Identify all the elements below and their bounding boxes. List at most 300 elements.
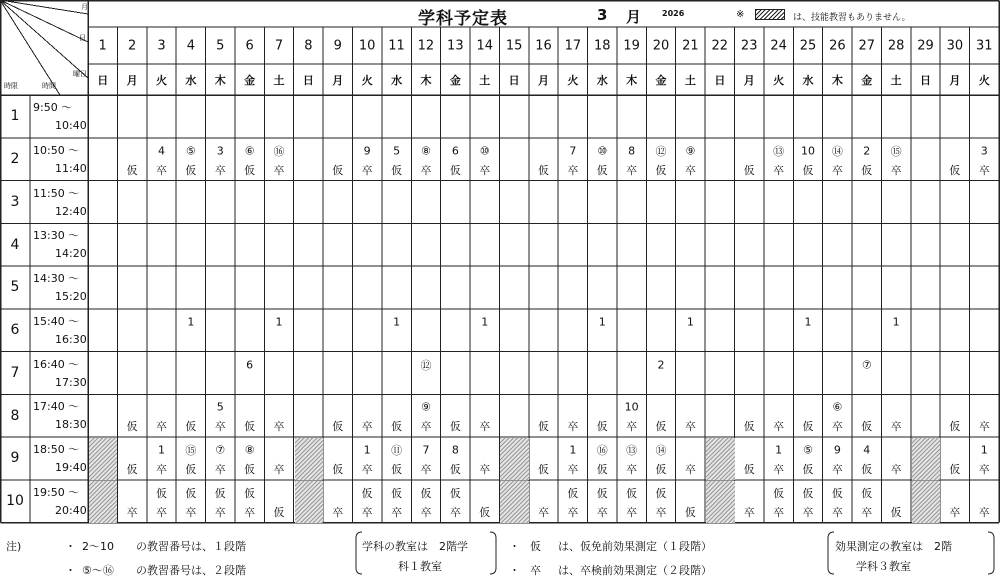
lesson-test-mark: 卒 (567, 463, 579, 476)
day-number: 15 (505, 38, 523, 53)
day-number: 4 (186, 38, 195, 53)
weekday-label: 土 (273, 73, 285, 87)
lesson-number: 1 (980, 443, 988, 457)
no-lesson-shade (500, 438, 528, 480)
lesson-test-mark: 仮 (538, 163, 549, 177)
period-end-time: 19:40 (55, 461, 87, 474)
period-start-time: 18:50 ～ (33, 443, 80, 456)
corner-weekday-label: 曜日 (73, 70, 87, 78)
weekday-label: 月 (126, 73, 138, 87)
day-number: 11 (388, 38, 405, 53)
lesson-test-mark: 卒 (273, 163, 285, 177)
lesson-number: ⑧ (421, 144, 431, 158)
lesson-test-mark: 卒 (655, 505, 667, 519)
lesson-number: ⑭ (655, 444, 667, 457)
lesson-test-mark: 卒 (684, 463, 696, 476)
no-lesson-shade (912, 438, 940, 480)
day-number: 22 (711, 38, 729, 53)
lesson-test-mark: 仮 (244, 420, 256, 434)
day-number: 5 (216, 38, 225, 53)
period-start-time: 14:30 ～ (33, 272, 80, 285)
day-number: 30 (946, 38, 964, 53)
legend1-text: は、仮免前効果測定（１段階） (558, 540, 712, 553)
lesson-test-mark: 仮 (802, 420, 814, 434)
lesson-test-mark: 卒 (684, 420, 696, 434)
lesson-number: ⑩ (479, 144, 490, 158)
lesson-test-mark: 卒 (332, 505, 344, 519)
lesson-number: 8 (451, 443, 459, 457)
lesson-number: 9 (363, 144, 371, 158)
lesson-test-mark: 仮 (890, 505, 902, 519)
weekday-label: 水 (185, 73, 197, 87)
weekday-label: 土 (890, 73, 902, 87)
lesson-number: 10 (800, 144, 815, 158)
lesson-test-mark: 卒 (596, 505, 608, 519)
weekday-label: 月 (332, 73, 344, 87)
weekday-label: 日 (920, 73, 932, 87)
lesson-test-mark: 仮 (449, 463, 461, 476)
lesson-test-mark: 卒 (420, 163, 432, 177)
lesson-test-mark: 仮 (538, 420, 549, 434)
lesson-test-mark: 卒 (626, 163, 638, 177)
lesson-test-mark: 卒 (861, 505, 873, 519)
weekday-label: 月 (949, 73, 961, 87)
weekday-label: 火 (361, 73, 373, 87)
lesson-number: 仮 (449, 486, 461, 500)
legend-mark: ※ (736, 9, 745, 20)
weekday-label: 火 (773, 73, 785, 87)
lesson-test-mark: 仮 (391, 163, 403, 177)
period-number: 1 (10, 108, 20, 125)
period-start-time: 11:50 ～ (33, 186, 80, 200)
lesson-test-mark: 仮 (126, 463, 138, 476)
lesson-number: 1 (804, 315, 812, 329)
lesson-test-mark: 卒 (890, 420, 902, 434)
footer-brackets (0, 526, 1000, 580)
day-number: 17 (564, 38, 582, 53)
lesson-test-mark: 卒 (538, 505, 549, 519)
day-number: 2 (127, 38, 137, 53)
corner-month-label: 月 (81, 3, 88, 11)
lesson-test-mark: 卒 (479, 420, 491, 434)
note-label: 注) (6, 540, 22, 553)
legend2-symbol: 卒 (530, 564, 541, 577)
lesson-number: 5 (393, 144, 401, 158)
lesson-test-mark: 卒 (185, 505, 197, 519)
weekday-label: 木 (214, 73, 226, 87)
day-number: 27 (858, 38, 876, 53)
lesson-number: ⑫ (655, 144, 667, 158)
weekday-label: 水 (802, 73, 814, 87)
lesson-number: 9 (833, 443, 841, 457)
period-start-time: 19:50 ～ (33, 485, 80, 499)
lesson-test-mark: 卒 (391, 505, 403, 519)
day-number: 29 (917, 38, 934, 53)
lesson-test-mark: 仮 (802, 463, 814, 476)
lesson-number: 4 (863, 443, 871, 457)
lesson-test-mark: 卒 (626, 420, 638, 434)
period-number: 9 (10, 450, 20, 467)
lesson-test-mark: 仮 (391, 463, 403, 476)
lesson-test-mark: 卒 (773, 420, 785, 434)
weekday-label: 水 (596, 73, 608, 87)
lesson-test-mark: 仮 (596, 163, 608, 177)
legend1-symbol: 仮 (530, 540, 541, 553)
weekday-label: 木 (831, 73, 843, 87)
lesson-test-mark: 仮 (949, 463, 961, 476)
lesson-test-mark: 卒 (214, 163, 226, 177)
no-lesson-shade (89, 481, 117, 523)
lesson-number: 2 (657, 358, 665, 371)
month-number: 3 (597, 6, 608, 24)
lesson-number: ⑮ (890, 144, 902, 158)
weekday-label: 土 (684, 73, 696, 87)
lesson-number: ⑮ (185, 444, 197, 457)
lesson-number: ⑬ (773, 144, 785, 158)
lesson-number: 仮 (420, 486, 432, 500)
lesson-test-mark: 卒 (773, 463, 785, 476)
day-number: 6 (245, 38, 254, 53)
lesson-test-mark: 卒 (214, 420, 226, 434)
lesson-number: 仮 (214, 486, 226, 500)
lesson-test-mark: 卒 (949, 505, 961, 519)
period-start-time: 9:50 ～ (33, 101, 73, 114)
weekday-label: 日 (508, 73, 520, 87)
day-number: 13 (447, 38, 464, 53)
day-number: 19 (623, 38, 640, 53)
lesson-test-mark: 卒 (831, 463, 843, 476)
lesson-test-mark: 卒 (244, 505, 256, 519)
lesson-test-mark: 卒 (361, 505, 373, 519)
lesson-test-mark: 仮 (185, 420, 197, 434)
weekday-label: 木 (420, 73, 432, 87)
lesson-test-mark: 仮 (655, 463, 667, 476)
period-number: 10 (6, 493, 24, 510)
period-end-time: 20:40 (55, 503, 87, 517)
lesson-test-mark: 卒 (567, 420, 579, 434)
lesson-test-mark: 仮 (743, 163, 755, 177)
lesson-test-mark: 仮 (596, 463, 608, 476)
lesson-test-mark: 仮 (538, 463, 549, 476)
lesson-test-mark: 仮 (332, 463, 344, 476)
lesson-test-mark: 卒 (890, 463, 902, 476)
day-number: 31 (976, 38, 993, 53)
lesson-test-mark: 卒 (155, 420, 167, 434)
lesson-test-mark: 卒 (802, 505, 814, 519)
lesson-number: 2 (863, 144, 871, 158)
weekday-label: 土 (479, 73, 491, 87)
no-lesson-shade (706, 438, 734, 480)
day-number: 7 (274, 38, 284, 53)
room1-line2: 科１教室 (398, 560, 442, 573)
lesson-test-mark: 卒 (978, 163, 990, 177)
lesson-number: ⑧ (244, 443, 255, 457)
lesson-test-mark: 卒 (626, 463, 638, 476)
period-number: 3 (10, 193, 20, 210)
lesson-test-mark: 仮 (391, 420, 403, 434)
period-number: 8 (10, 407, 20, 424)
lesson-test-mark: 仮 (743, 420, 755, 434)
weekday-label: 金 (655, 73, 667, 87)
weekday-label: 日 (714, 73, 726, 87)
day-number: 16 (535, 38, 552, 53)
lesson-test-mark: 仮 (655, 163, 667, 177)
weekday-label: 木 (626, 73, 638, 87)
lesson-number: ⑪ (391, 444, 403, 457)
lesson-test-mark: 卒 (420, 463, 432, 476)
lesson-test-mark: 卒 (155, 463, 167, 476)
lesson-number: ⑤ (803, 443, 813, 457)
day-number: 20 (652, 38, 670, 53)
lesson-test-mark: 仮 (861, 463, 873, 476)
lesson-number: ⑬ (626, 444, 638, 457)
period-number: 5 (10, 279, 20, 296)
lesson-number: ⑦ (861, 358, 872, 371)
weekday-label: 金 (244, 73, 256, 87)
lesson-number: 仮 (567, 486, 579, 500)
day-number: 10 (358, 38, 376, 53)
lesson-test-mark: 卒 (978, 420, 990, 434)
legend-text: は、技能教習もありません。 (793, 13, 911, 23)
period-end-time: 10:40 (55, 119, 87, 132)
lesson-test-mark: 仮 (332, 420, 344, 434)
lesson-test-mark: 仮 (743, 463, 755, 476)
lesson-number: ⑭ (831, 144, 843, 158)
note2-bullet: ・ (65, 564, 76, 577)
lesson-test-mark: 仮 (126, 420, 138, 434)
lesson-number: 1 (569, 443, 577, 457)
lesson-test-mark: 仮 (684, 505, 696, 519)
lesson-test-mark: 卒 (361, 420, 373, 434)
lesson-test-mark: 卒 (214, 505, 226, 519)
note2-range: ⑤～⑯ (82, 564, 114, 577)
lesson-number: 仮 (155, 486, 167, 500)
lesson-test-mark: 卒 (479, 163, 491, 177)
day-number: 9 (333, 38, 342, 53)
lesson-number: 1 (686, 315, 694, 329)
lesson-test-mark: 卒 (684, 163, 696, 177)
weekday-label: 火 (155, 73, 167, 87)
legend1-bullet: ・ (509, 540, 520, 553)
no-lesson-shade (912, 481, 940, 523)
lesson-test-mark: 仮 (185, 163, 197, 177)
corner-day-label: 日 (79, 34, 86, 42)
period-start-time: 16:40 ～ (33, 357, 80, 371)
month-label: 月 (626, 8, 642, 26)
no-lesson-shade (295, 438, 323, 480)
lesson-number: 仮 (626, 486, 638, 500)
weekday-label: 水 (391, 73, 403, 87)
lesson-test-mark: 仮 (949, 420, 961, 434)
corner-period-label: 時限 (4, 82, 18, 90)
lesson-test-mark: 仮 (861, 163, 873, 177)
lesson-number: 1 (275, 315, 283, 329)
day-number: 25 (799, 38, 817, 53)
lesson-number: 6 (246, 358, 254, 371)
lesson-number: 10 (624, 400, 639, 414)
lesson-test-mark: 卒 (479, 463, 491, 476)
day-number: 12 (417, 38, 435, 53)
lesson-test-mark: 卒 (831, 163, 843, 177)
lesson-test-mark: 仮 (244, 463, 256, 476)
note1-range: 2～10 (82, 540, 114, 553)
lesson-number: 7 (422, 443, 430, 457)
weekday-label: 日 (97, 73, 109, 87)
lesson-test-mark: 卒 (773, 505, 785, 519)
day-number: 23 (740, 38, 758, 53)
lesson-number: ⑨ (685, 144, 696, 158)
lesson-test-mark: 卒 (214, 463, 226, 476)
day-number: 26 (829, 38, 846, 53)
day-number: 28 (887, 38, 905, 53)
note1-text: の教習番号は、１段階 (136, 540, 246, 553)
page-title: 学科予定表 (418, 9, 508, 29)
period-start-time: 13:30 ～ (33, 229, 80, 243)
lesson-number: 1 (363, 443, 371, 457)
legend2-bullet: ・ (509, 564, 520, 577)
period-end-time: 15:20 (55, 290, 87, 303)
lesson-number: 1 (157, 443, 165, 457)
lesson-test-mark: 卒 (567, 163, 579, 177)
lesson-test-mark: 卒 (155, 163, 167, 177)
lesson-number: 1 (892, 315, 900, 329)
lesson-number: ⑫ (420, 358, 432, 372)
lesson-number: 仮 (831, 486, 843, 500)
period-end-time: 14:20 (55, 247, 87, 261)
lesson-number: 仮 (391, 486, 403, 500)
lesson-number: 8 (628, 144, 636, 158)
period-start-time: 10:50 ～ (33, 143, 80, 157)
lesson-test-mark: 卒 (273, 463, 285, 476)
note1-bullet: ・ (65, 540, 76, 553)
lesson-number: 3 (216, 144, 224, 158)
lesson-test-mark: 卒 (567, 505, 579, 519)
lesson-test-mark: 卒 (978, 463, 990, 476)
day-number: 8 (304, 38, 313, 53)
lesson-test-mark: 卒 (743, 505, 755, 519)
lesson-test-mark: 卒 (978, 505, 990, 519)
lesson-number: 7 (569, 144, 577, 158)
lesson-number: 仮 (185, 486, 197, 500)
lesson-number: 1 (598, 315, 606, 329)
lesson-test-mark: 卒 (773, 163, 785, 177)
lesson-test-mark: 仮 (802, 163, 814, 177)
lesson-test-mark: 卒 (273, 420, 285, 434)
period-number: 2 (10, 151, 20, 168)
lesson-number: ⑥ (244, 144, 255, 158)
lesson-number: 仮 (861, 486, 873, 500)
lesson-test-mark: 卒 (831, 420, 843, 434)
lesson-test-mark: 卒 (126, 505, 138, 519)
lesson-number: 仮 (655, 486, 667, 500)
lesson-number: ⑥ (832, 400, 843, 414)
period-start-time: 17:40 ～ (33, 400, 80, 414)
corner-time-label: 時間 (42, 82, 56, 90)
period-end-time: 12:40 (55, 204, 87, 218)
lesson-number: 5 (216, 400, 224, 414)
lesson-test-mark: 仮 (273, 505, 285, 519)
lesson-test-mark: 仮 (949, 163, 961, 177)
lesson-number: ⑩ (597, 144, 608, 158)
room2-line1: 効果測定の教室は 2階 (835, 540, 952, 553)
lesson-test-mark: 仮 (479, 505, 491, 519)
lesson-number: 仮 (361, 486, 373, 500)
lesson-number: 1 (481, 315, 489, 329)
period-number: 7 (10, 364, 20, 381)
weekday-label: 金 (861, 73, 873, 87)
lesson-test-mark: 卒 (155, 505, 167, 519)
period-end-time: 17:30 (55, 375, 87, 389)
no-lesson-shade (500, 481, 528, 523)
lesson-number: ⑯ (273, 144, 285, 158)
lesson-test-mark: 卒 (890, 163, 902, 177)
lesson-number: 仮 (244, 486, 256, 500)
weekday-label: 月 (743, 73, 755, 87)
lesson-number: 4 (157, 144, 165, 158)
lesson-number: ⑨ (421, 400, 431, 414)
hatch-legend-swatch (755, 9, 785, 20)
lesson-number: 1 (393, 315, 401, 329)
lesson-number: ⑦ (215, 443, 226, 457)
weekday-label: 日 (302, 73, 314, 87)
lesson-test-mark: 仮 (596, 420, 608, 434)
no-lesson-shade (706, 481, 734, 523)
lesson-test-mark: 仮 (126, 163, 138, 177)
lesson-test-mark: 卒 (361, 463, 373, 476)
day-number: 24 (770, 38, 787, 53)
lesson-number: 6 (451, 144, 459, 158)
room2-line2: 学科３教室 (856, 560, 911, 573)
weekday-label: 火 (567, 73, 579, 87)
lesson-test-mark: 卒 (420, 505, 432, 519)
lesson-number: 仮 (802, 486, 814, 500)
legend2-text: は、卒検前効果測定（２段階） (558, 564, 712, 577)
period-end-time: 16:30 (55, 332, 87, 346)
lesson-number: 1 (187, 315, 195, 329)
day-number: 18 (593, 38, 611, 53)
day-number: 3 (157, 38, 166, 53)
day-number: 21 (682, 38, 699, 53)
lesson-test-mark: 仮 (332, 163, 344, 177)
lesson-test-mark: 仮 (244, 163, 256, 177)
lesson-number: ⑯ (596, 444, 608, 457)
weekday-label: 月 (538, 73, 549, 87)
weekday-label: 火 (978, 73, 990, 87)
lesson-test-mark: 仮 (449, 163, 461, 177)
lesson-test-mark: 卒 (626, 505, 638, 519)
note2-text: の教習番号は、２段階 (136, 564, 246, 577)
lesson-test-mark: 卒 (449, 505, 461, 519)
lesson-number: 仮 (773, 486, 785, 500)
period-start-time: 15:40 ～ (33, 314, 80, 328)
lesson-test-mark: 卒 (420, 420, 432, 434)
lesson-test-mark: 仮 (185, 463, 197, 476)
lesson-test-mark: 卒 (361, 163, 373, 177)
lesson-test-mark: 仮 (861, 420, 873, 434)
lesson-number: 3 (980, 144, 988, 158)
period-end-time: 18:30 (55, 418, 87, 432)
period-end-time: 11:40 (55, 161, 87, 175)
no-lesson-shade (295, 481, 323, 523)
lesson-test-mark: 仮 (449, 420, 461, 434)
lesson-number: ⑤ (185, 144, 196, 158)
day-number: 1 (98, 38, 107, 53)
weekday-label: 金 (449, 73, 461, 87)
lesson-number: 仮 (596, 486, 608, 500)
period-number: 6 (10, 322, 20, 339)
no-lesson-shade (89, 438, 117, 480)
lesson-test-mark: 卒 (831, 505, 843, 519)
